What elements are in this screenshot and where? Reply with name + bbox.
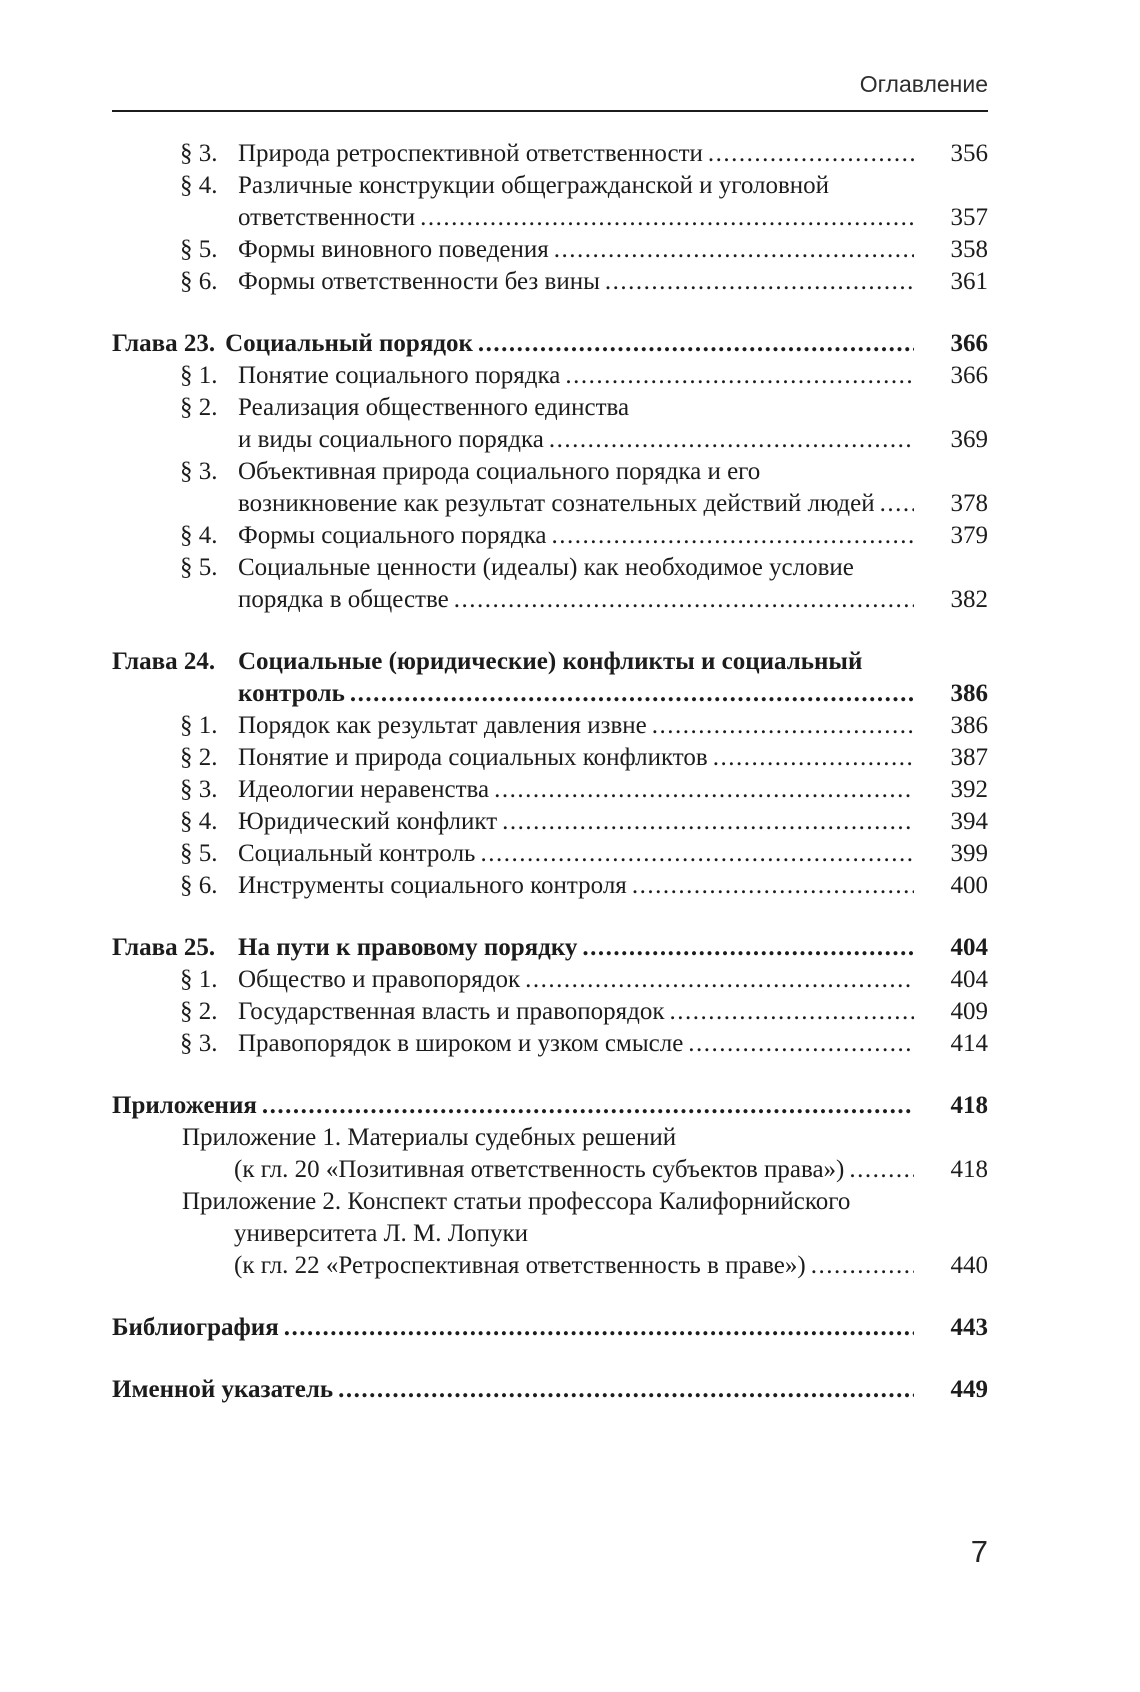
dot-leader xyxy=(552,520,914,552)
toc-entry xyxy=(112,360,988,392)
dot-leader xyxy=(713,742,914,774)
entry-title: Идеологии неравенства xyxy=(238,776,490,803)
page-number: 379 xyxy=(950,522,988,549)
toc-line xyxy=(112,710,988,742)
page-number: 382 xyxy=(950,586,988,613)
page-number: 440 xyxy=(950,1252,988,1279)
toc-entry xyxy=(112,392,988,456)
entry-title: Юридический конфликт xyxy=(238,808,498,835)
toc-entry xyxy=(112,996,988,1028)
running-header-text: Оглавление xyxy=(859,71,988,97)
toc-line xyxy=(112,424,988,456)
toc-entry xyxy=(112,1186,988,1282)
toc-line xyxy=(112,552,988,584)
entry-title: Понятие социального порядка xyxy=(238,362,561,389)
toc-entry xyxy=(112,774,988,806)
toc-line xyxy=(112,328,988,360)
section-number: § 1. xyxy=(180,362,218,389)
section-number: § 5. xyxy=(180,554,218,581)
toc-line xyxy=(112,996,988,1028)
page-number: 386 xyxy=(950,680,988,707)
page-number: 356 xyxy=(950,140,988,167)
entry-title: Формы виновного поведения xyxy=(238,236,549,263)
entry-title: Различные конструкции общегражданской и уголовной xyxy=(238,172,830,199)
toc-line xyxy=(112,1250,988,1282)
toc-entry xyxy=(112,964,988,996)
toc-entry xyxy=(112,870,988,902)
dot-leader xyxy=(554,234,914,266)
entry-title: Приложение 2. Конспект статьи профессора Калифорнийского xyxy=(182,1188,851,1215)
entry-title: Социальные ценности (идеалы) как необходимое условие xyxy=(238,554,854,581)
page-number: 357 xyxy=(950,204,988,231)
page-number: 400 xyxy=(950,872,988,899)
entry-title: Социальный порядок xyxy=(225,330,473,357)
toc-entry xyxy=(112,806,988,838)
toc-line xyxy=(112,774,988,806)
dot-leader xyxy=(549,424,914,456)
entry-title: контроль xyxy=(238,680,345,707)
entry-title: Понятие и природа социальных конфликтов xyxy=(238,744,708,771)
section-number: § 3. xyxy=(180,458,218,485)
folio-page-number: 7 xyxy=(970,1534,988,1569)
dot-leader xyxy=(605,266,914,298)
toc-line xyxy=(112,170,988,202)
entry-title: (к гл. 20 «Позитивная ответственность субъектов права») xyxy=(234,1156,845,1183)
section-number: § 2. xyxy=(180,744,218,771)
page-number: 386 xyxy=(950,712,988,739)
toc-line xyxy=(112,964,988,996)
toc-entry xyxy=(112,234,988,266)
dot-leader xyxy=(420,202,914,234)
page-number: 449 xyxy=(950,1376,988,1403)
entry-title: Порядок как результат давления извне xyxy=(238,712,647,739)
toc-line xyxy=(112,646,988,678)
entry-title: университета Л. М. Лопуки xyxy=(234,1220,529,1247)
dot-leader xyxy=(688,1028,914,1060)
page-number: 392 xyxy=(950,776,988,803)
table-of-contents xyxy=(112,112,988,1406)
chapter-number: Глава 25. xyxy=(112,934,216,961)
toc-line xyxy=(112,1122,988,1154)
toc-entry xyxy=(112,1090,988,1122)
section-number: § 3. xyxy=(180,776,218,803)
toc-line xyxy=(112,1374,988,1406)
toc-line xyxy=(112,234,988,266)
dot-leader xyxy=(502,806,914,838)
chapter-number: Глава 23. xyxy=(112,330,216,357)
section-number: § 4. xyxy=(180,808,218,835)
page-number: 369 xyxy=(950,426,988,453)
page-number: 404 xyxy=(950,934,988,961)
page-number: 404 xyxy=(950,966,988,993)
toc-line xyxy=(112,1218,988,1250)
dot-leader xyxy=(284,1312,914,1344)
dot-leader xyxy=(454,584,914,616)
dot-leader xyxy=(849,1154,914,1186)
toc-line xyxy=(112,360,988,392)
section-number: § 3. xyxy=(180,140,218,167)
dot-leader xyxy=(565,360,914,392)
page-number: 366 xyxy=(950,362,988,389)
section-number: § 3. xyxy=(180,1030,218,1057)
dot-leader xyxy=(494,774,914,806)
section-number: § 1. xyxy=(180,712,218,739)
entry-title: Природа ретроспективной ответственности xyxy=(238,140,703,167)
entry-title: Реализация общественного единства xyxy=(238,394,630,421)
page-number: 378 xyxy=(950,490,988,517)
entry-title: порядка в обществе xyxy=(238,586,449,613)
toc-entry xyxy=(112,710,988,742)
toc-entry xyxy=(112,456,988,520)
page-number: 387 xyxy=(950,744,988,771)
toc-line xyxy=(112,806,988,838)
toc-entry xyxy=(112,646,988,710)
toc-line xyxy=(112,202,988,234)
dot-leader xyxy=(708,138,914,170)
entry-title: Государственная власть и правопорядок xyxy=(238,998,665,1025)
chapter-number: Глава 24. xyxy=(112,648,216,675)
toc-line xyxy=(112,138,988,170)
entry-title: Инструменты социального контроля xyxy=(238,872,627,899)
toc-line xyxy=(112,838,988,870)
dot-leader xyxy=(478,328,914,360)
page-content xyxy=(112,0,988,1406)
toc-entry xyxy=(112,266,988,298)
entry-title: ответственности xyxy=(238,204,416,231)
toc-line xyxy=(112,742,988,774)
toc-entry xyxy=(112,742,988,774)
toc-entry xyxy=(112,1028,988,1060)
dot-leader xyxy=(669,996,914,1028)
toc-entry xyxy=(112,520,988,552)
page-number: 409 xyxy=(950,998,988,1025)
entry-title: Социальный контроль xyxy=(238,840,476,867)
toc-line xyxy=(112,456,988,488)
dot-leader xyxy=(262,1090,914,1122)
section-number: § 5. xyxy=(180,236,218,263)
toc-entry xyxy=(112,1122,988,1186)
toc-entry xyxy=(112,1312,988,1344)
toc-line xyxy=(112,520,988,552)
dot-leader xyxy=(338,1374,914,1406)
section-number: § 2. xyxy=(180,394,218,421)
entry-title: (к гл. 22 «Ретроспективная ответственность в праве») xyxy=(234,1252,806,1279)
dot-leader xyxy=(480,838,914,870)
toc-line xyxy=(112,1090,988,1122)
section-number: § 2. xyxy=(180,998,218,1025)
toc-line xyxy=(112,584,988,616)
dot-leader xyxy=(652,710,914,742)
toc-line xyxy=(112,1312,988,1344)
toc-entry xyxy=(112,170,988,234)
entry-title: Социальные (юридические) конфликты и социальный xyxy=(238,648,863,675)
toc-entry xyxy=(112,138,988,170)
toc-line xyxy=(112,266,988,298)
toc-line xyxy=(112,1028,988,1060)
toc-line xyxy=(112,1154,988,1186)
section-number: § 5. xyxy=(180,840,218,867)
toc-line xyxy=(112,1186,988,1218)
toc-entry xyxy=(112,552,988,616)
entry-title: Формы социального порядка xyxy=(238,522,547,549)
entry-title: Библиография xyxy=(112,1314,279,1341)
toc-line xyxy=(112,392,988,424)
page-number: 394 xyxy=(950,808,988,835)
toc-line xyxy=(112,488,988,520)
toc-entry xyxy=(112,1374,988,1406)
dot-leader xyxy=(582,932,914,964)
section-number: § 4. xyxy=(180,172,218,199)
page-number: 399 xyxy=(950,840,988,867)
page-number: 361 xyxy=(950,268,988,295)
section-number: § 4. xyxy=(180,522,218,549)
page-number: 443 xyxy=(950,1314,988,1341)
entry-title: Общество и правопорядок xyxy=(238,966,521,993)
toc-entry xyxy=(112,328,988,360)
entry-title: Формы ответственности без вины xyxy=(238,268,600,295)
entry-title: Именной указатель xyxy=(112,1376,334,1403)
entry-title: На пути к правовому порядку xyxy=(238,934,578,961)
entry-title: возникновение как результат сознательных действий людей xyxy=(238,490,875,517)
page-number: 358 xyxy=(950,236,988,263)
running-header xyxy=(112,0,988,98)
entry-title: Приложения xyxy=(112,1092,257,1119)
page-number: 418 xyxy=(950,1156,988,1183)
page-number: 418 xyxy=(950,1092,988,1119)
section-number: § 6. xyxy=(180,268,218,295)
toc-line xyxy=(112,932,988,964)
toc-entry xyxy=(112,838,988,870)
dot-leader xyxy=(350,678,914,710)
dot-leader xyxy=(811,1250,914,1282)
section-number: § 1. xyxy=(180,966,218,993)
toc-line xyxy=(112,870,988,902)
entry-title: Объективная природа социального порядка и его xyxy=(238,458,761,485)
dot-leader xyxy=(880,488,914,520)
toc-entry xyxy=(112,932,988,964)
entry-title: Правопорядок в широком и узком смысле xyxy=(238,1030,684,1057)
dot-leader xyxy=(632,870,914,902)
entry-title: и виды социального порядка xyxy=(238,426,544,453)
page-number: 414 xyxy=(950,1030,988,1057)
dot-leader xyxy=(525,964,914,996)
entry-title: Приложение 1. Материалы судебных решений xyxy=(182,1124,677,1151)
page-number: 366 xyxy=(950,330,988,357)
toc-line xyxy=(112,678,988,710)
section-number: § 6. xyxy=(180,872,218,899)
